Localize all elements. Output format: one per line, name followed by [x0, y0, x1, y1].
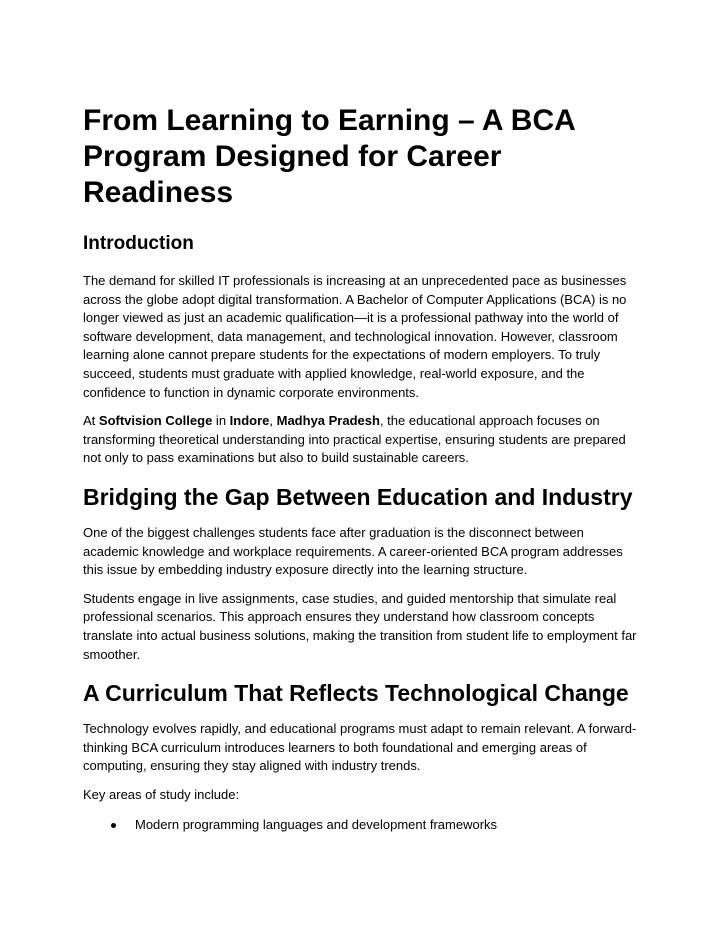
heading-curriculum: A Curriculum That Reflects Technological Change [83, 680, 629, 707]
paragraph-college [83, 412, 637, 468]
paragraph-assignments: Students engage in live assignments, case studies, and guided mentorship that simulate real professional scenarios. This approach ensures they understand how classroom concepts translate into actual business solutions, making the transition from student life to employment far smoother. [83, 590, 637, 662]
heading-introduction: Introduction [83, 233, 194, 254]
key-areas-list [83, 816, 637, 835]
bold-state-name: Madhya Pradesh [276, 413, 380, 429]
list-item-text: Modern programming languages and development frameworks [135, 817, 498, 833]
document-title: From Learning to Earning – A BCA Program Designed for Career Readiness [83, 104, 575, 209]
paragraph-challenges: One of the biggest challenges students face after graduation is the disconnect between academic knowledge and workplace requirements. A career-oriented BCA program addresses this issue by embedding industry exposure directly into the learning structure. [83, 524, 623, 578]
text-run: , the educational approach focuses on transforming theoretical understanding into practical expertise, ensuring students are prepared not only to pass examinations but also to build sustainable careers. [83, 413, 626, 466]
text-run: in [212, 413, 230, 429]
paragraph-demand: The demand for skilled IT professionals is increasing at an unprecedented pace as businesses across the globe adopt digital transformation. A Bachelor of Computer Applications (BCA) is no longer viewed as just an academic qualification—it is a professional pathway into the world of software development, data management, and technological innovation. However, classroom learning alone cannot prepare students for the expectations of modern employers. To truly succeed, students must graduate with applied knowledge, real-world exposure, and the confidence to function in dynamic corporate environments. [83, 273, 627, 400]
text-run: At [83, 413, 99, 429]
heading-bridging-gap: Bridging the Gap Between Education and Industry [83, 483, 633, 510]
bold-city-name: Indore [229, 413, 270, 429]
paragraph-key-areas-intro: Key areas of study include: [83, 786, 240, 802]
text-run: , [269, 413, 277, 429]
bold-college-name: Softvision College [98, 413, 213, 429]
paragraph-technology: Technology evolves rapidly, and educational programs must adapt to remain relevant. A forward-thinking BCA curriculum introduces learners to both foundational and emerging areas of computing, ensuring they stay aligned with industry trends. [83, 721, 637, 774]
bullet-marker-icon [111, 823, 116, 828]
list-item [135, 816, 637, 835]
